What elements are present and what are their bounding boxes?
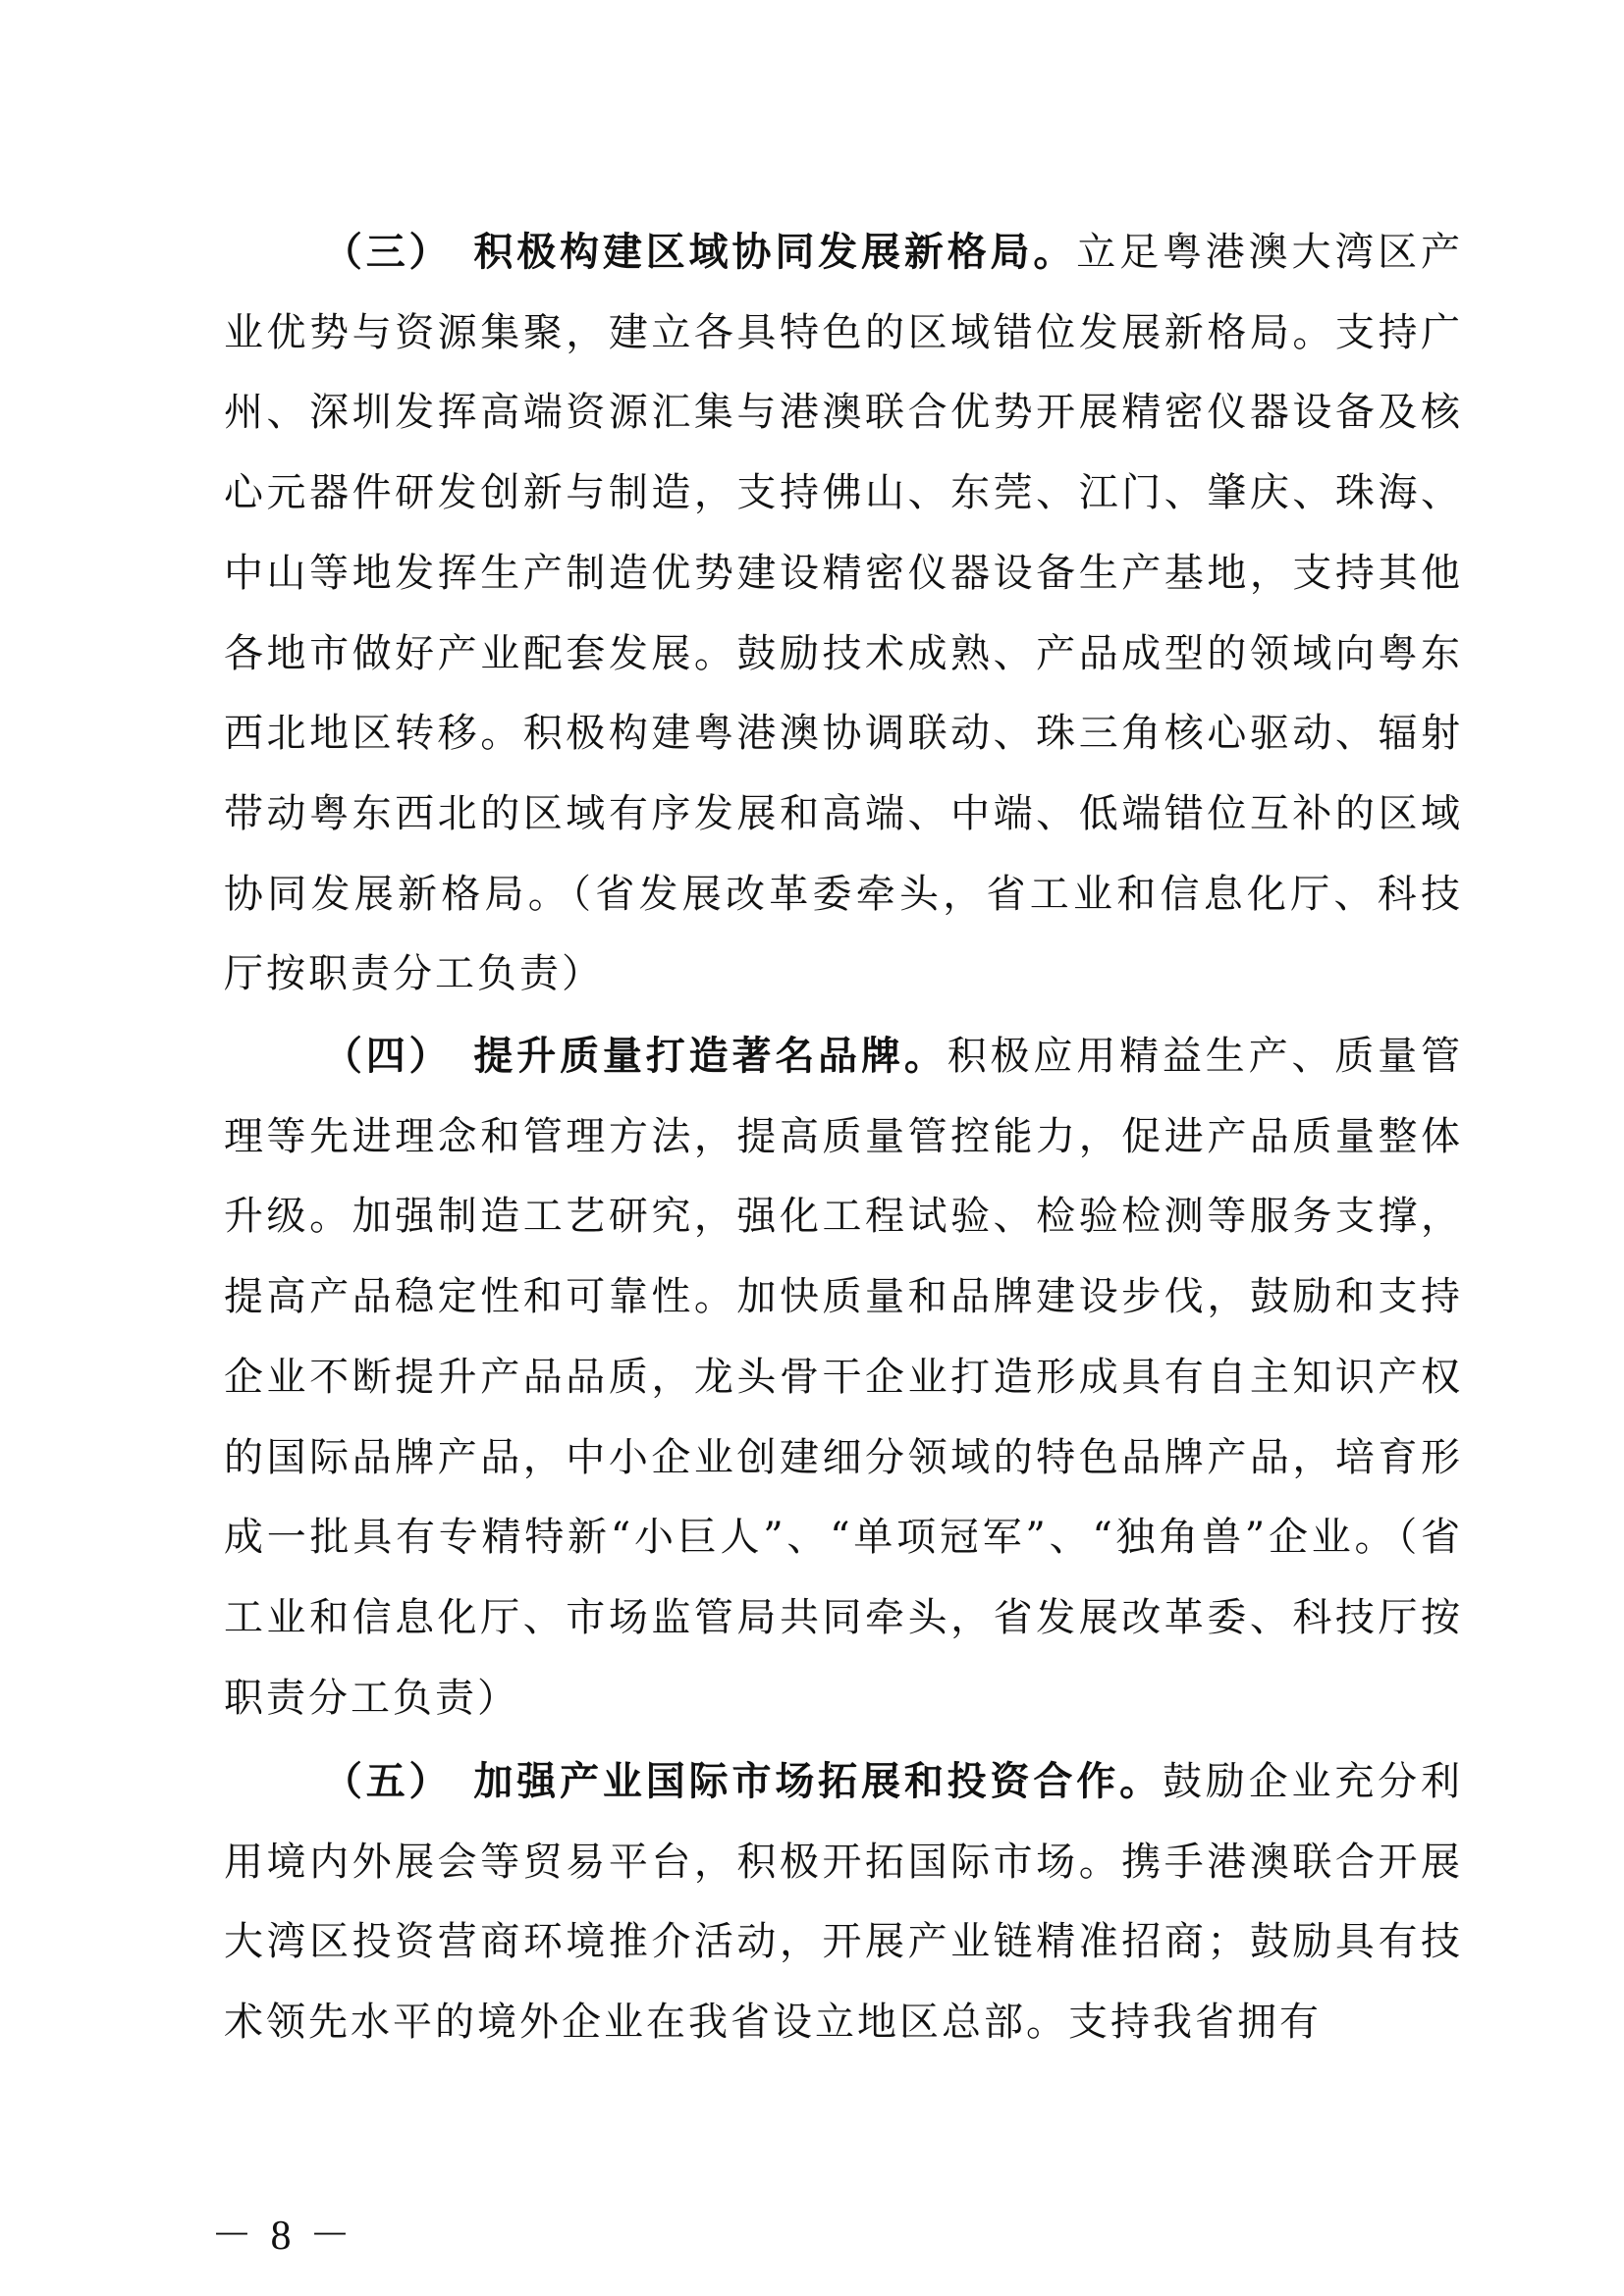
section-3-number: （三） bbox=[322, 229, 453, 275]
section-5-paragraph bbox=[224, 1741, 1463, 2063]
section-3-body: 立足粤港澳大湾区产业优势与资源集聚，建立各具特色的区域错位发展新格局。支持广州、深圳发挥高端资源汇集与港澳联合优势开展精密仪器设备及核心元器件研发创新与制造，支持佛山、东莞、江门、肇庆、珠海、中山等地发挥生产制造优势建设精密仪器设备生产基地，支持其他各地市做好产业配套发展。鼓励技术成熟、产品成型的领域向粤东西北地区转移。积极构建粤港澳协调联动、珠三角核心驱动、辐射带动粤东西北的区域有序发展和高端、中端、低端错位互补的区域协同发展新格局。（省发展改革委牵头，省工业和信息化厅、科技厅按职责分工负责） bbox=[224, 230, 1464, 997]
section-4-number: （四） bbox=[322, 1033, 453, 1079]
section-4-heading: 提升质量打造著名品牌。 bbox=[473, 1033, 947, 1079]
section-5-heading: 加强产业国际市场拓展和投资合作。 bbox=[473, 1758, 1163, 1804]
section-3-heading: 积极构建区域协同发展新格局。 bbox=[473, 229, 1077, 275]
page-number: － 8 － bbox=[211, 2214, 355, 2259]
section-4-paragraph bbox=[224, 1016, 1463, 1738]
section-3-paragraph bbox=[224, 212, 1463, 1015]
section-5-number: （五） bbox=[322, 1758, 453, 1804]
section-4-body: 积极应用精益生产、质量管理等先进理念和管理方法，提高质量管控能力，促进产品质量整体升级。加强制造工艺研究，强化工程试验、检验检测等服务支撑，提高产品稳定性和可靠性。加快质量和品牌建设步伐，鼓励和支持企业不断提升产品品质，龙头骨干企业打造形成具有自主知识产权的国际品牌产品，中小企业创建细分领域的特色品牌产品，培育形成一批具有专精特新“小巨人”、“单项冠军”、“独角兽”企业。（省工业和信息化厅、市场监管局共同牵头，省发展改革委、科技厅按职责分工负责） bbox=[224, 1034, 1464, 1721]
section-5-body: 鼓励企业充分利用境内外展会等贸易平台，积极开拓国际市场。携手港澳联合开展大湾区投资营商环境推介活动，开展产业链精准招商；鼓励具有技术领先水平的境外企业在我省设立地区总部。支持我省拥有 bbox=[224, 1759, 1464, 2046]
